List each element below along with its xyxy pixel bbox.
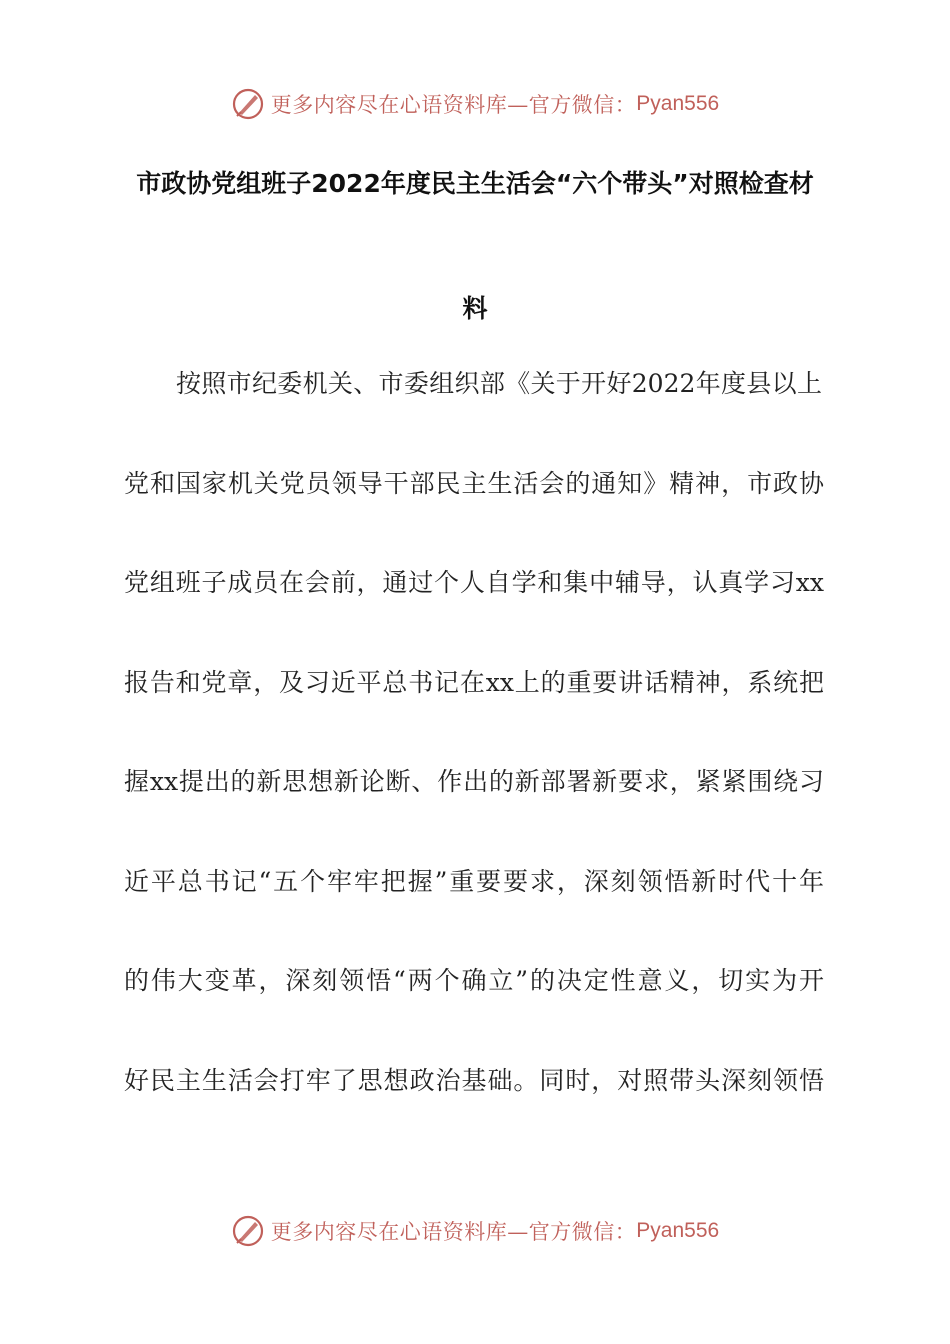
body-line: 党和国家机关党员领导干部民主生活会的通知》精神，市政协 [124,469,824,498]
body-line: 的伟大变革，深刻领悟“两个确立”的决定性意义，切实为开 [124,966,824,995]
watermark-banner-top [0,84,950,124]
body-line: 报告和党章，及习近平总书记在xx上的重要讲话精神，系统把 [124,668,824,697]
body-line: 近平总书记“五个牢牢把握”重要要求，深刻领悟新时代十年 [124,867,824,896]
quill-logo-icon [231,1214,265,1248]
body-line: 按照市纪委机关、市委组织部《关于开好2022年度县以上 [176,369,822,398]
body-line: 握xx提出的新思想新论断、作出的新部署新要求，紧紧围绕习 [124,767,824,796]
watermark-text: 更多内容尽在心语资料库—官方微信： [270,93,637,117]
watermark-banner-bottom [0,1211,950,1251]
body-line: 好民主生活会打牢了思想政治基础。同时，对照带头深刻领悟 [124,1066,824,1095]
watermark-wechat-id: Pyan556 [636,1219,720,1242]
document-title-line-2: 料 [462,294,488,323]
quill-logo-icon [231,87,265,121]
body-line: 党组班子成员在会前，通过个人自学和集中辅导，认真学习xx [124,568,824,597]
watermark-wechat-id: Pyan556 [636,92,720,115]
document-title-line-1: 市政协党组班子2022年度民主生活会“六个带头”对照检查材 [136,169,814,198]
watermark-text: 更多内容尽在心语资料库—官方微信： [270,1220,637,1244]
